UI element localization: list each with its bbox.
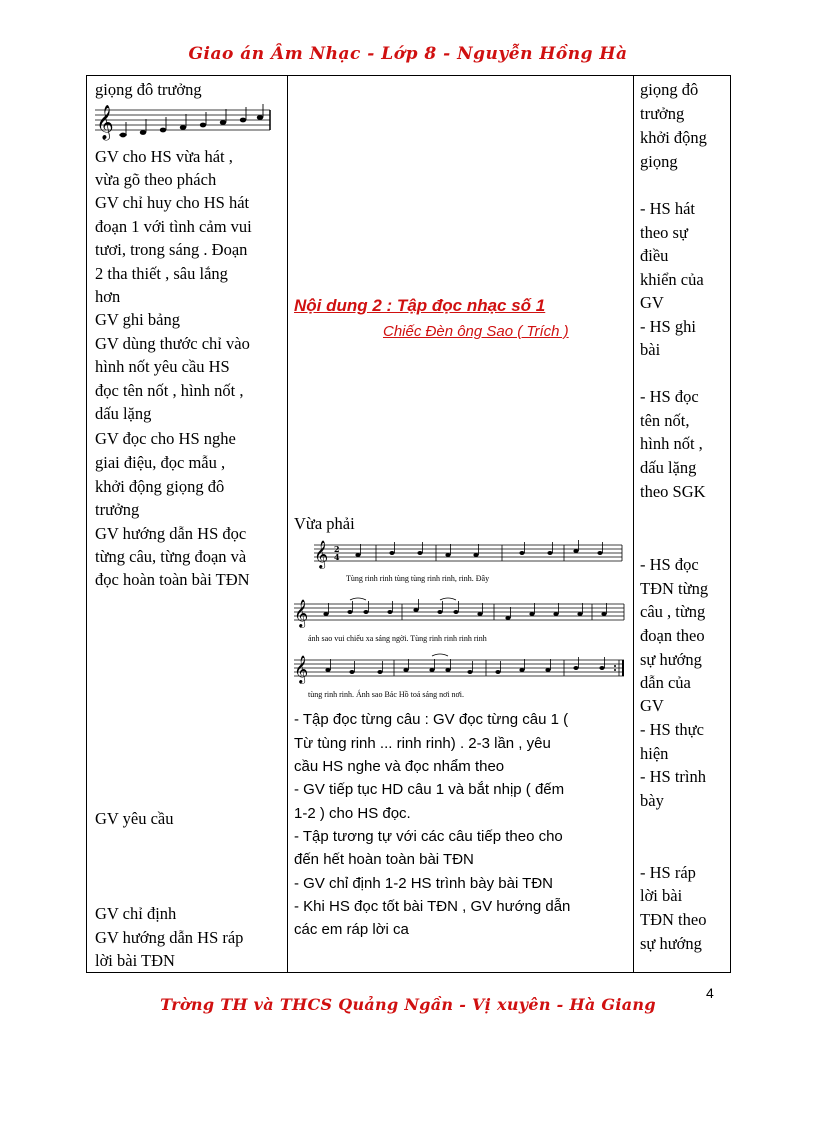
page-number: 4: [706, 985, 714, 1001]
text-line: - HS trình: [640, 767, 706, 786]
text-line: sự hướng: [640, 934, 702, 953]
text-line: GV hướng dẫn HS đọc: [95, 524, 247, 543]
text-line: giọng đô trưởng: [95, 80, 202, 99]
text-line: tươi, trong sáng . Đoạn: [95, 240, 248, 259]
text-line: câu , từng: [640, 602, 706, 621]
text-line: theo SGK: [640, 482, 706, 501]
text-line: trưởng: [640, 104, 685, 123]
svg-text:2: 2: [334, 544, 340, 554]
text-line: cầu HS nghe và đọc nhẩm theo: [294, 758, 505, 775]
text-line: giọng đô: [640, 80, 699, 99]
content-column: [288, 76, 634, 973]
text-line: - HS đọc: [640, 387, 699, 406]
text-line: - GV chỉ định 1-2 HS trình bày bài TĐN: [294, 875, 553, 892]
text-line: GV: [640, 293, 664, 312]
page-header: Giao án Âm Nhạc - Lớp 8 - Nguyễn Hồng Hà: [188, 44, 628, 64]
text-line: đoạn theo: [640, 626, 705, 645]
text-line: - HS ráp: [640, 863, 696, 882]
lyrics-line-3: tùng rinh rinh. Ánh sao Bác Hồ toả sáng nơi nơi.: [308, 690, 464, 699]
text-line: GV ghi bảng: [95, 310, 180, 329]
text-line: theo sự: [640, 223, 688, 242]
svg-text:𝄞: 𝄞: [96, 105, 114, 140]
text-line: - HS hát: [640, 199, 695, 218]
lesson-table: [86, 75, 731, 973]
text-line: - Tập đọc từng câu : GV đọc từng câu 1 (: [294, 711, 569, 728]
text-line: hình nốt ,: [640, 434, 703, 453]
teacher-activity-column: [87, 76, 288, 973]
text-line: khiển của: [640, 270, 704, 289]
text-line: Từ tùng rinh ... rinh rinh) . 2-3 lần , yêu: [294, 735, 551, 752]
text-line: khởi động: [640, 128, 707, 147]
text-line: từng câu, từng đoạn và: [95, 547, 247, 566]
text-line: hình nốt yêu cầu HS: [95, 357, 230, 376]
text-line: - GV tiếp tục HD câu 1 và bắt nhịp ( đếm: [294, 781, 565, 798]
text-line: lời bài TĐN: [95, 951, 175, 970]
text-line: dẫn của: [640, 673, 691, 692]
text-line: TĐN theo: [640, 910, 707, 929]
text-line: - HS đọc: [640, 555, 699, 574]
text-line: TĐN từng: [640, 579, 709, 598]
text-line: vừa gõ theo phách: [95, 170, 217, 189]
music-staff-2: [294, 594, 626, 650]
svg-text:𝄞: 𝄞: [314, 540, 329, 568]
tempo-marking: Vừa phải: [294, 514, 355, 533]
text-line: giọng: [640, 152, 678, 171]
text-line: các em ráp lời ca: [294, 921, 409, 938]
section-title: Nội dung 2 : Tập đọc nhạc số 1: [294, 296, 546, 315]
lyrics-line-2: ánh sao vui chiếu xa sáng ngời. Tùng rinh rinh rinh rinh: [308, 634, 487, 643]
text-line: - HS thực: [640, 720, 704, 739]
text-line: đọc tên nốt , hình nốt ,: [95, 381, 244, 400]
text-line: lời bài: [640, 886, 683, 905]
text-line: GV chỉ định: [95, 904, 177, 923]
student-activity-column: [634, 76, 731, 973]
lyrics-line-1: Tùng rinh rinh tùng tùng rinh rinh, rinh. Đây: [346, 574, 490, 583]
text-line: - Khi HS đọc tốt bài TĐN , GV hướng dẫn: [294, 898, 571, 915]
text-line: điều: [640, 246, 669, 265]
text-line: GV yêu cầu: [95, 809, 174, 828]
text-line: GV hướng dẫn HS ráp: [95, 928, 244, 947]
text-line: sự hướng: [640, 650, 702, 669]
text-line: GV dùng thước chỉ vào: [95, 334, 250, 353]
text-line: - HS ghi: [640, 317, 696, 336]
text-line: dấu lặng: [95, 404, 152, 423]
text-line: đến hết hoàn toàn bài TĐN: [294, 851, 474, 868]
music-staff-1: [314, 539, 626, 589]
svg-text:𝄞: 𝄞: [294, 599, 309, 627]
c-major-scale-staff: [95, 102, 275, 142]
text-line: - Tập tương tự với các câu tiếp theo cho: [294, 828, 563, 845]
text-line: trưởng: [95, 500, 140, 519]
text-line: GV đọc cho HS nghe: [95, 429, 236, 448]
svg-text:𝄞: 𝄞: [294, 655, 309, 683]
text-line: GV: [640, 696, 664, 715]
text-line: dấu lặng: [640, 458, 697, 477]
text-line: giai điệu, đọc mẫu ,: [95, 453, 226, 472]
text-line: bài: [640, 340, 661, 359]
text-line: khởi động giọng đô: [95, 477, 225, 496]
text-line: 2 tha thiết , sâu lắng: [95, 264, 228, 283]
text-line: 1-2 ) cho HS đọc.: [294, 805, 411, 822]
page-footer: Trờng TH và THCS Quảng Ngần - Vị xuyên - Hà Giang: [160, 995, 656, 1014]
song-subtitle: Chiếc Đèn ông Sao ( Trích ): [383, 323, 569, 340]
text-line: GV cho HS vừa hát ,: [95, 147, 233, 166]
text-line: hơn: [95, 287, 121, 306]
text-line: đoạn 1 với tình cảm vui: [95, 217, 252, 236]
svg-text:4: 4: [334, 552, 340, 562]
text-line: đọc hoàn toàn bài TĐN: [95, 570, 250, 589]
text-line: tên nốt,: [640, 411, 690, 430]
text-line: bày: [640, 791, 664, 810]
music-staff-3: [294, 650, 626, 706]
text-line: GV chỉ huy cho HS hát: [95, 193, 250, 212]
text-line: hiện: [640, 744, 669, 763]
